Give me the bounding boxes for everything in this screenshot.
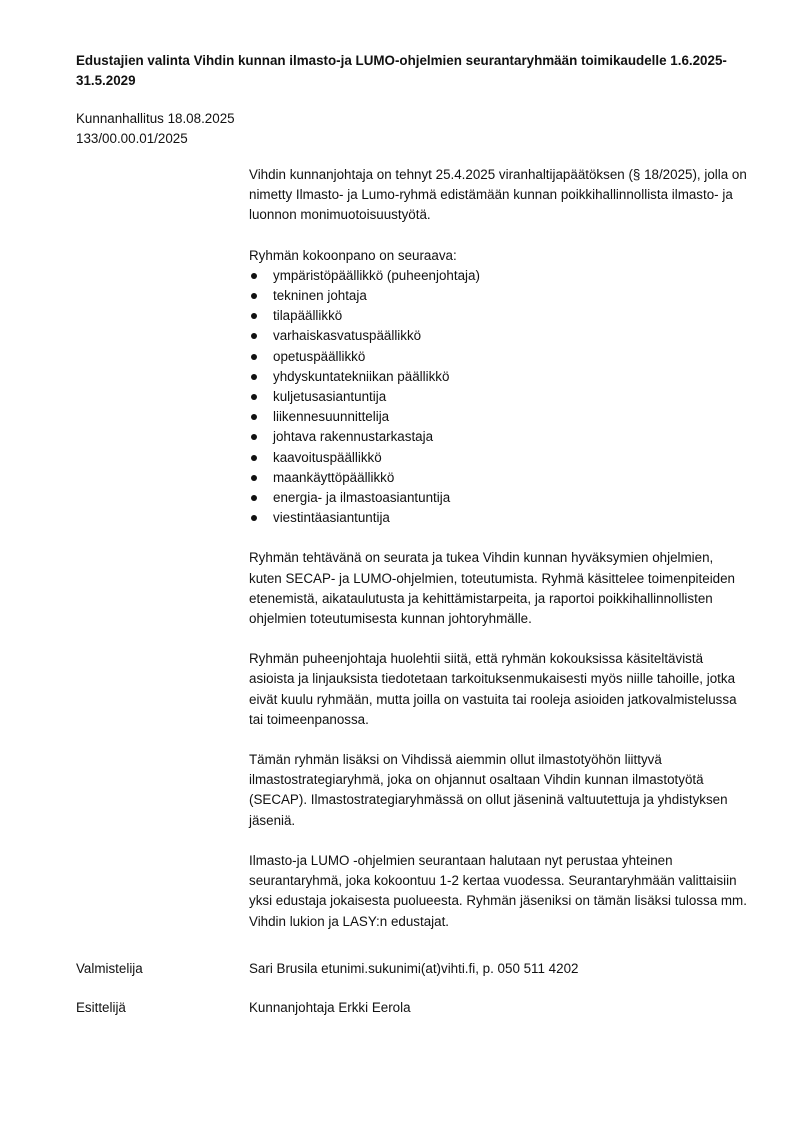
member-role: varhaiskasvatuspäällikkö — [273, 328, 422, 344]
bullet-icon — [251, 515, 257, 521]
chair-paragraph: Ryhmän puheenjohtaja huolehtii siitä, että ryhmän kokouksissa käsiteltävistä asioista ja linjauksista tiedotetaan tarkoituksenmukaisesti myös niille tahoille, jotka eivät kuulu ryhmään, mutta joilla on vastuita tai rooleja asioiden jatkovalmistelussa tai toimeenpanossa. — [249, 651, 737, 727]
list-item — [249, 387, 749, 407]
bullet-icon — [251, 434, 257, 440]
presenter-value: Kunnanjohtaja Erkki Eerola — [249, 1000, 411, 1015]
member-role: kuljetusasiantuntija — [273, 389, 387, 405]
bullet-icon — [251, 495, 257, 501]
history-paragraph: Tämän ryhmän lisäksi on Vihdissä aiemmin ollut ilmastotyöhön liittyvä ilmastostrategiaryhmä, joka on ohjannut osaltaan Vihdin kunnan ilmastotyötä (SECAP). Ilmastostrategiaryhmässä on ollut jäseninä valtuutettuja ja yhdistyksen jäseniä. — [249, 752, 728, 828]
list-item — [249, 286, 749, 306]
preparer-label: Valmistelija — [76, 961, 143, 976]
list-item — [249, 488, 749, 508]
member-role: johtava rakennustarkastaja — [273, 429, 434, 445]
meeting-date: Kunnanhallitus 18.08.2025 — [76, 111, 235, 126]
task-paragraph: Ryhmän tehtävänä on seurata ja tukea Vihdin kunnan hyväksymien ohjelmien, kuten SECAP- ja LUMO-ohjelmien, toteutumista. Ryhmä käsittelee toimenpiteiden etenemistä, aikataulutusta ja kehittämistarpeita, ja raportoi poikkihallinnollisten ohjelmien toteutumisesta kunnan johtoryhmälle. — [249, 550, 736, 627]
list-item — [249, 468, 749, 488]
bullet-icon — [251, 333, 257, 339]
bullet-icon — [251, 313, 257, 319]
intro-paragraph: Vihdin kunnanjohtaja on tehnyt 25.4.2025 viranhaltijapäätöksen (§ 18/2025), jolla on nimetty Ilmasto- ja Lumo-ryhmä edistämään kunnan poikkihallinnollista ilmasto- ja luonnon monimuotoisuustyötä. — [249, 167, 747, 223]
bullet-icon — [251, 273, 257, 279]
presenter-label: Esittelijä — [76, 1000, 126, 1015]
bullet-icon — [251, 455, 257, 461]
member-role: ympäristöpäällikkö (puheenjohtaja) — [273, 267, 480, 283]
bullet-icon — [251, 354, 257, 360]
bullet-icon — [251, 475, 257, 481]
bullet-icon — [251, 293, 257, 299]
bullet-icon — [251, 414, 257, 420]
meeting-info — [76, 109, 235, 149]
document-title: Edustajien valinta Vihdin kunnan ilmasto-ja LUMO-ohjelmien seurantaryhmään toimikaudelle 1.6.2025-31.5.2029 — [76, 53, 727, 88]
list-item — [249, 427, 749, 447]
document-body — [249, 165, 749, 952]
bullet-icon — [251, 394, 257, 400]
proposal-paragraph: Ilmasto-ja LUMO -ohjelmien seurantaan halutaan nyt perustaa yhteinen seurantaryhmä, joka kokoontuu 1-2 kertaa vuodessa. Seurantaryhmään valittaisiin yksi edustaja jokaisesta puolueesta. Ryhmän jäseniksi on tämän lisäksi tulossa mm. Vihdin lukion ja LASY:n edustajat. — [249, 852, 747, 929]
bullet-icon — [251, 374, 257, 380]
list-item — [249, 347, 749, 367]
list-item — [249, 266, 749, 286]
member-list — [249, 266, 749, 529]
member-role: viestintäasiantuntija — [273, 510, 390, 526]
member-role: tilapäällikkö — [273, 308, 343, 324]
list-item — [249, 306, 749, 326]
member-role: liikennesuunnittelija — [273, 409, 390, 425]
member-role: opetuspäällikkö — [273, 348, 366, 364]
reference-number: 133/00.00.01/2025 — [76, 131, 188, 146]
list-item — [249, 448, 749, 468]
list-item — [249, 407, 749, 427]
member-role: tekninen johtaja — [273, 288, 367, 304]
member-role: kaavoituspäällikkö — [273, 449, 382, 465]
member-role: maankäyttöpäällikkö — [273, 469, 395, 485]
composition-heading: Ryhmän kokoonpano on seuraava: — [249, 247, 457, 263]
member-role: energia- ja ilmastoasiantuntija — [273, 490, 451, 506]
list-item — [249, 326, 749, 346]
list-item — [249, 508, 749, 528]
list-item — [249, 367, 749, 387]
member-role: yhdyskuntatekniikan päällikkö — [273, 368, 450, 384]
preparer-value: Sari Brusila etunimi.sukunimi(at)vihti.fi, p. 050 511 4202 — [249, 961, 579, 976]
